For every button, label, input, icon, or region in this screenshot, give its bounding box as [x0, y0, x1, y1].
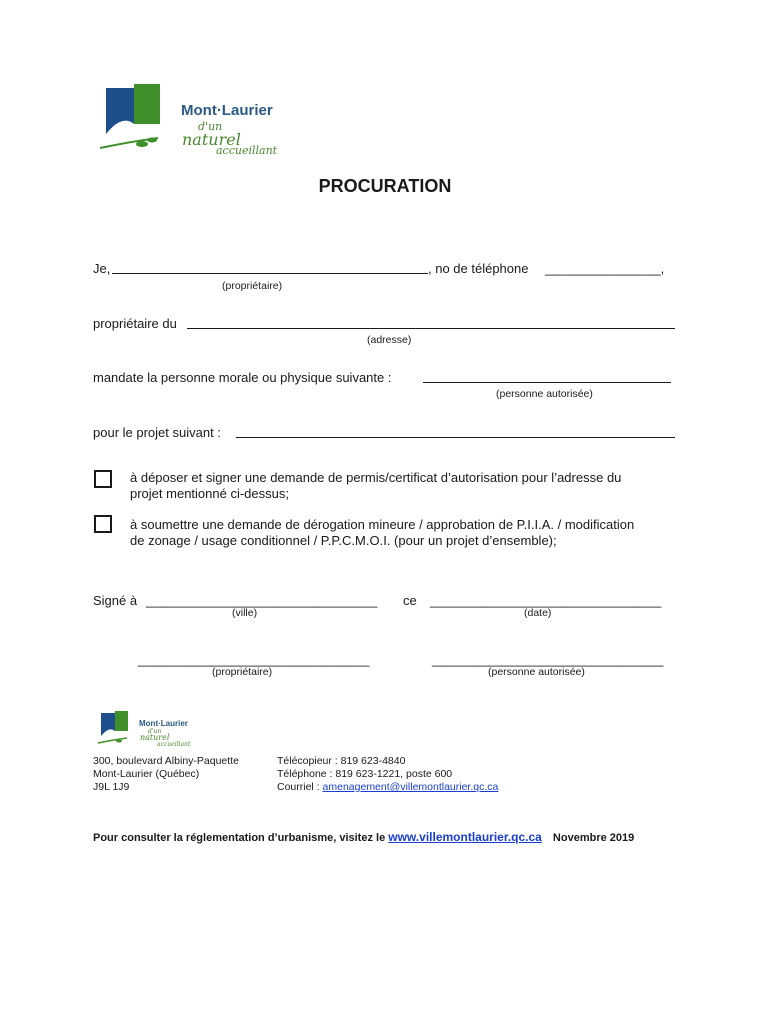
phone-label: , no de téléphone [428, 261, 529, 276]
projet-label: pour le projet suivant : [93, 425, 221, 440]
signe-a-label: Signé à [93, 593, 138, 608]
logo-slogan-2: naturel [182, 130, 241, 149]
logo [98, 84, 288, 164]
autorisee-signature-caption: (personne autorisée) [488, 666, 585, 678]
option-2-checkbox[interactable] [94, 515, 112, 533]
email-row [277, 781, 498, 793]
footer-text: Pour consulter la réglementation d’urbanisme, visitez le [93, 832, 386, 844]
option-2-text-line-1: à soumettre une demande de dérogation mineure / approbation de P.I.I.A. / modification [130, 517, 635, 532]
autorisee-signature-field[interactable]: ________________________________ [432, 652, 664, 667]
logo-slogan-3: accueillant [216, 144, 278, 157]
option-1-text-line-1: à déposer et signer une demande de permis/certificat d’autorisation pour l’adresse du [130, 470, 622, 485]
ville-caption: (ville) [232, 607, 258, 619]
fax-number: Télécopieur : 819 623-4840 [277, 755, 406, 767]
phone-number: Téléphone : 819 623-1221, poste 600 [277, 768, 453, 780]
phone-field[interactable]: ________________, [545, 261, 665, 276]
website-link[interactable]: www.villemontlaurier.qc.ca [388, 830, 542, 844]
adresse-caption: (adresse) [367, 334, 412, 346]
option-2-text-line-2: de zonage / usage conditionnel / P.P.C.M.O.I. (pour un projet d’ensemble); [130, 533, 557, 548]
footer-logo-slogan-2: naturel [140, 733, 170, 742]
footer-logo-name: Mont·Laurier [139, 719, 188, 728]
date-field[interactable]: ________________________________ [430, 593, 662, 608]
date-caption: (date) [524, 607, 552, 619]
address-line-2: Mont-Laurier (Québec) [93, 768, 200, 780]
logo-mark-icon [98, 84, 178, 156]
footer [93, 830, 634, 844]
footer-logo-slogan-1: d'un [148, 728, 162, 735]
je-label: Je, [93, 261, 111, 276]
logo-name: Mont·Laurier [181, 102, 273, 119]
page-title: PROCURATION [318, 176, 452, 196]
ville-field[interactable]: ________________________________ [146, 593, 378, 608]
email-link[interactable]: amenagement@villemontlaurier.qc.ca [322, 781, 499, 793]
footer-date: Novembre 2019 [552, 832, 635, 844]
proprietaire-signature-field[interactable]: ________________________________ [138, 652, 370, 667]
address-line-1: 300, boulevard Albiny-Paquette [93, 755, 239, 767]
proprietaire-du-label: propriétaire du [93, 316, 177, 331]
address-line-3: J9L 1J9 [93, 781, 130, 793]
proprietaire-caption: (propriétaire) [222, 280, 283, 292]
projet-field[interactable] [236, 437, 675, 438]
personne-autorisee-caption: (personne autorisée) [496, 388, 593, 400]
option-1-text-line-2: projet mentionné ci-dessus; [130, 486, 289, 501]
option-1-checkbox[interactable] [94, 470, 112, 488]
footer-logo-slogan-3: accueillant [157, 741, 191, 748]
email-label: Courriel : [277, 781, 320, 793]
logo-slogan-1: d'un [198, 120, 223, 133]
footer-logo [97, 710, 197, 752]
personne-autorisee-field[interactable] [423, 382, 671, 383]
proprietaire-name-field[interactable] [112, 273, 428, 274]
mandate-label: mandate la personne morale ou physique suivante : [93, 370, 392, 385]
proprietaire-signature-caption: (propriétaire) [212, 666, 273, 678]
adresse-field[interactable] [187, 328, 675, 329]
footer-logo-mark-icon [97, 710, 137, 748]
ce-label: ce [403, 593, 417, 608]
